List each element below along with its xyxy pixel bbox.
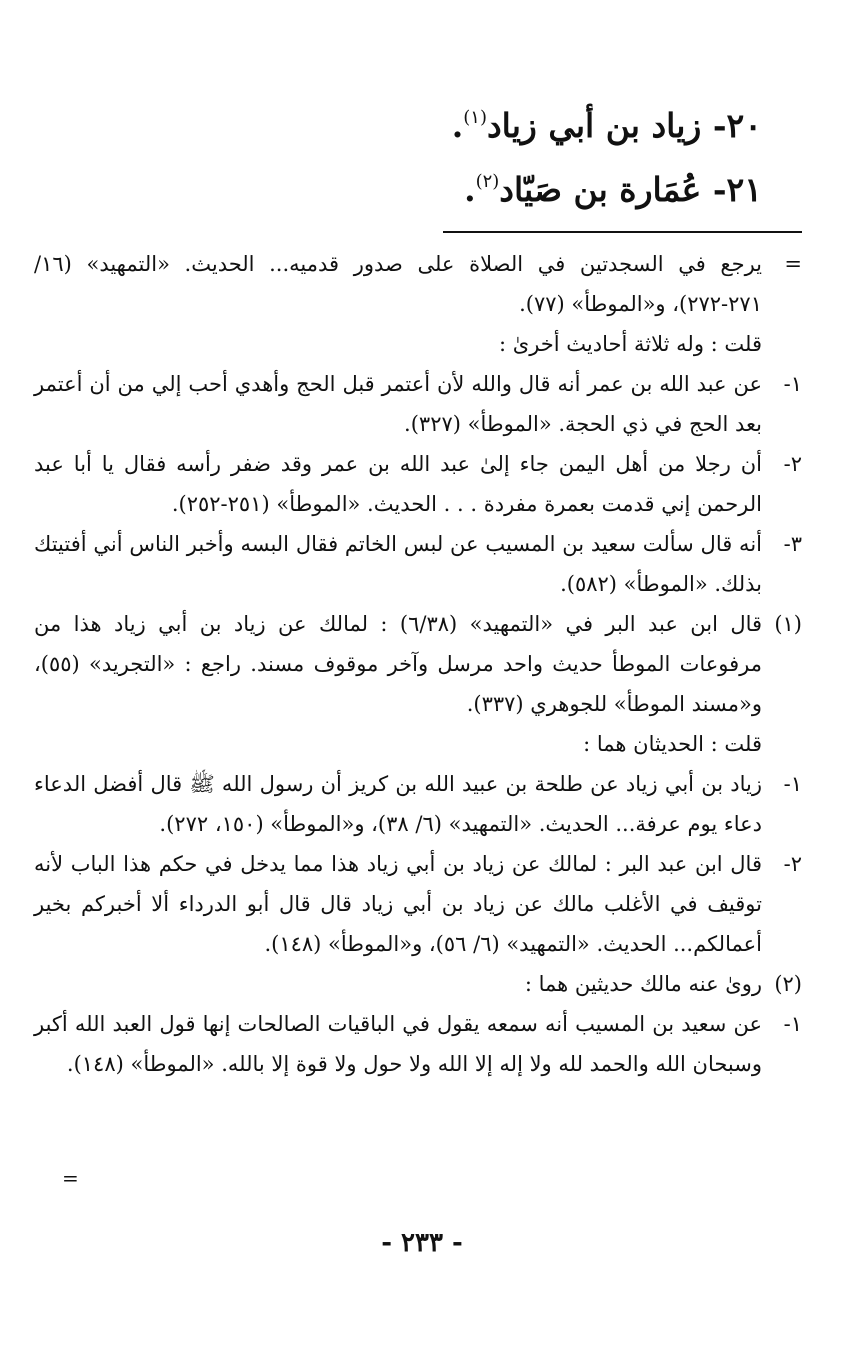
list-text: قال ابن عبد البر : لمالك عن زياد بن أبي زياد هذا مما يدخل في حكم هذا الباب لأنه توقيف في الأغلب مالك عن زياد بن أبي زياد قال قال أبو الدرداء ألا أخبركم بخير أعمالكم... الحديث. «التمهيد» (٦/ ٥٦)، و«الموطأ» (١٤٨).: [34, 852, 762, 956]
list-number: ١-: [783, 772, 802, 796]
continuation-text: يرجع في السجدتين في الصلاة على صدور قدميه... الحديث. «التمهيد» (١٦/ ٢٧١-٢٧٢)، و«الموطأ» (٧٧).: [34, 252, 762, 316]
list-number: ١-: [783, 1012, 802, 1036]
list-text: أنه قال سألت سعيد بن المسيب عن لبس الخاتم فقال البسه وأخبر الناس أني أفتيتك بذلك. «الموطأ» (٥٨٢).: [34, 532, 762, 596]
footnote-1: [34, 604, 802, 724]
footnote-marker: (١): [774, 612, 802, 636]
list-item: [34, 1004, 802, 1084]
footnote-2: [34, 964, 802, 1004]
qult-text: قلت : الحديثان هما :: [583, 732, 762, 756]
list-text: زياد بن أبي زياد عن طلحة بن عبيد الله بن كريز أن رسول الله ﷺ قال أفضل الدعاء دعاء يوم عرفة... الحديث. «التمهيد» (٦/ ٣٨)، و«الموطأ» (١٥٠، ٢٧٢).: [34, 772, 762, 836]
list-number: ٣-: [783, 532, 802, 556]
footnote-ref: (١): [463, 107, 487, 128]
list-item: [34, 844, 802, 964]
list-number: ٢-: [783, 452, 802, 476]
list-text: عن عبد الله بن عمر أنه قال والله لأن أعتمر قبل الحج وأهدي أحب إلي من أن أعتمر بعد الحج في ذي الحجة. «الموطأ» (٣٢٧).: [34, 372, 762, 436]
qult-paragraph: [34, 324, 802, 364]
list-text: أن رجلا من أهل اليمن جاء إلىٰ عبد الله بن عمر وقد ضفر رأسه فقال يا أبا عبد الرحمن إني قدمت بعمرة مفردة . . . الحديث. «الموطأ» (٢٥١-٢٥٢).: [34, 452, 762, 516]
footnote-text: قال ابن عبد البر في «التمهيد» (٦/٣٨) : لمالك عن زياد بن أبي زياد هذا من مرفوعات الموطأ حديث واحد مرسل وآخر موقوف مسند. راجع : «التجريد» (٥٥)، و«مسند الموطأ» للجوهري (٣٣٧).: [34, 612, 763, 716]
continuation-paragraph: [34, 244, 802, 324]
list-item: [34, 524, 802, 604]
qult-paragraph: [34, 724, 802, 764]
footnote-separator: [443, 231, 802, 233]
list-number: ١-: [783, 372, 802, 396]
continuation-end-marker: =: [62, 1166, 79, 1190]
list-item: [34, 444, 802, 524]
heading-item-21: [162, 160, 762, 212]
heading-text: ٢٠- زياد بن أبي زياد: [486, 106, 762, 145]
footnote-marker: (٢): [774, 972, 802, 996]
footnote-text: روىٰ عنه مالك حديثين هما :: [524, 972, 762, 996]
page-number: - ٢٣٣ -: [381, 1228, 463, 1258]
list-item: [34, 764, 802, 844]
continuation-marker: =: [784, 252, 802, 276]
heading-period: .: [451, 106, 464, 145]
heading-text: ٢١- عُمَارة بن صَيّاد: [499, 170, 762, 209]
heading-item-20: [162, 96, 762, 148]
list-number: ٢-: [783, 852, 802, 876]
heading-period: .: [464, 170, 476, 209]
qult-text: قلت : وله ثلاثة أحاديث أخرىٰ :: [499, 332, 762, 356]
footnotes: [34, 244, 802, 1084]
footnote-ref: (٢): [475, 171, 500, 192]
list-text: عن سعيد بن المسيب أنه سمعه يقول في الباقيات الصالحات إنها قول العبد الله أكبر وسبحان الله والحمد لله ولا إله إلا الله ولا حول ولا قوة إلا بالله. «الموطأ» (١٤٨).: [34, 1012, 762, 1076]
list-item: [34, 364, 802, 444]
